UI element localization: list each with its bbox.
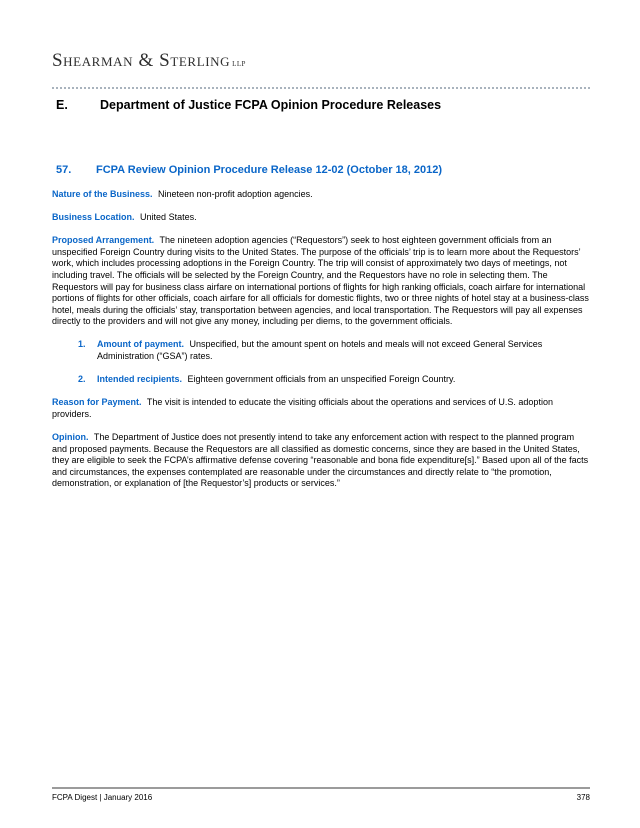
list-item-label: Intended recipients. <box>97 374 183 385</box>
list-item-label: Amount of payment. <box>97 339 184 350</box>
section-heading-title: Department of Justice FCPA Opinion Procedure Releases <box>100 98 442 112</box>
firm-logo-name: Shearman & Sterling <box>52 50 231 71</box>
section-heading-number: E. <box>56 98 68 112</box>
list-item-text: Eighteen government officials from an unspecified Foreign Country. <box>187 374 456 385</box>
paragraph-business-location <box>52 212 590 224</box>
list-item-number: 1. <box>78 339 86 350</box>
paragraph-text: Nineteen non-profit adoption agencies. <box>158 189 313 199</box>
paragraph-text: The nineteen adoption agencies (“Requestors”) seek to host eighteen government officials from an unspecified Foreign Country during visits to the United States. The purpose of the officials’ trip is to learn more about the Requestors’ work, which includes processing adoptions in the Foreign Country. The trip will consist of approximately two days of meetings, not including travel. The officials will be selected by the Foreign Country, and the Requestors have no role in selecting them. The Requestors will pay for business class airfare on international portions of flights for high ranking officials, coach airfare for international portions of flights for other officials, coach airfare for all officials for domestic flights, two or three nights of hotel stay at a business-class hotel, meals during the officials’ stay, transportation between agencies, and local transportation. The Requestors will pay all expenses directly to the providers and will not give any money, including per diems, to the government officials. <box>52 235 589 327</box>
paragraph-nature-of-business <box>52 189 590 201</box>
paragraph-label: Reason for Payment. <box>52 397 142 408</box>
page-footer <box>52 787 590 803</box>
list-item-text: Unspecified, but the amount spent on hotels and meals will not exceed General Services Administration (“GSA”) rates. <box>97 339 543 362</box>
paragraph-text: The Department of Justice does not presently intend to take any enforcement action with respect to the planned program and proposed payments. Because the Requestors are all classified as domestic concerns, since they are based in the United States, they are eligible to seek the FCPA’s affirmative defense covering “reasonable and bona fide expenditure[s].” Based upon all of the facts and circumstances, the expenses contemplated are reasonable under the circumstances and directly relate to “the promotion, demonstration, or explanation of [the Requestor’s] products or services.” <box>52 431 589 489</box>
page-content <box>52 51 590 490</box>
list-item-body <box>97 339 590 362</box>
header-dotted-rule <box>52 87 590 89</box>
paragraph-text: United States. <box>140 212 197 223</box>
paragraph-label: Proposed Arrangement. <box>52 235 155 246</box>
paragraph-label: Opinion. <box>52 431 89 442</box>
paragraph-text: The visit is intended to educate the visiting officials about the operations and services of U.S. adoption providers. <box>52 397 553 419</box>
list-item-body <box>97 374 590 386</box>
section-heading <box>52 98 590 113</box>
paragraph-opinion <box>52 432 590 490</box>
firm-logo-llp: LLP <box>232 60 246 68</box>
paragraph-proposed-arrangement <box>52 235 590 328</box>
release-heading-number: 57. <box>56 164 72 176</box>
paragraph-label: Nature of the Business. <box>52 189 153 199</box>
release-heading-title: FCPA Review Opinion Procedure Release 12-02 (October 18, 2012) <box>96 164 443 176</box>
list-item-amount-of-payment <box>52 339 590 362</box>
firm-logo <box>52 51 590 74</box>
list-item-intended-recipients <box>52 374 590 386</box>
paragraph-reason-for-payment <box>52 397 590 420</box>
footer-page-number: 378 <box>576 793 590 802</box>
release-heading <box>52 164 590 178</box>
list-item-number: 2. <box>78 374 86 385</box>
paragraph-label: Business Location. <box>52 212 135 223</box>
footer-digest-label: FCPA Digest | January 2016 <box>52 793 153 802</box>
